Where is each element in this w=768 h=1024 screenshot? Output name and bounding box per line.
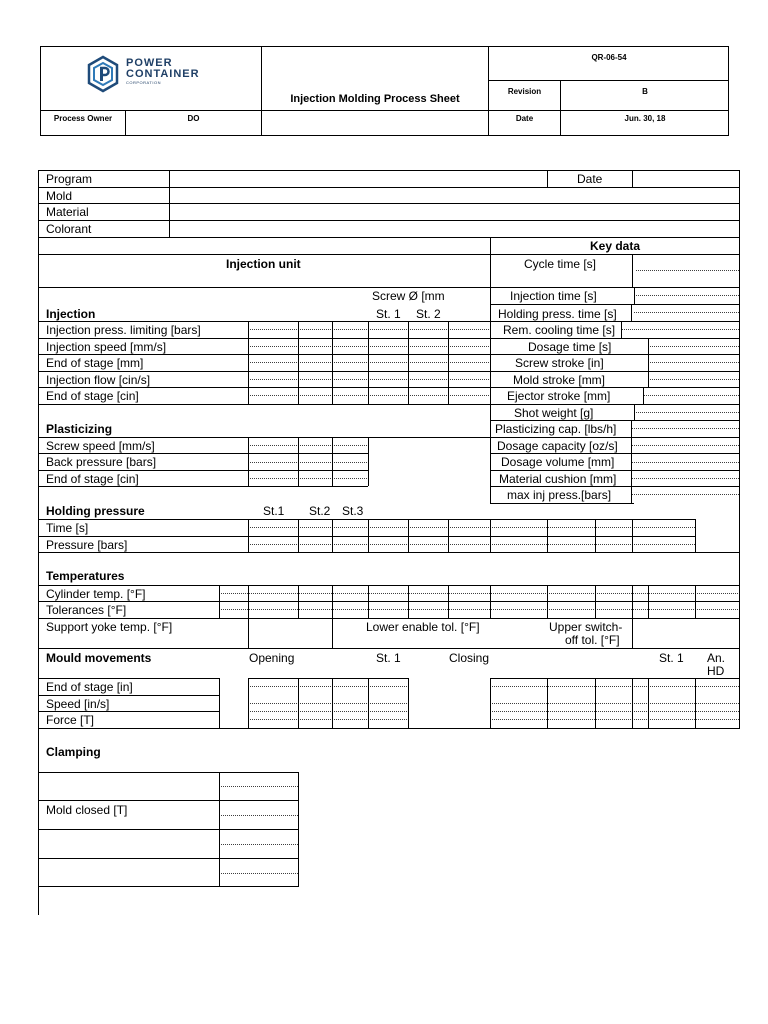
injection-row-label: Injection flow [cin/s] — [46, 373, 151, 387]
key-data-item: max inj press.[bars] — [507, 488, 612, 502]
closing-st1-header: St. 1 — [659, 651, 684, 665]
plasticizing-title: Plasticizing — [46, 422, 113, 436]
mold-field[interactable] — [170, 188, 739, 203]
plasticizing-row-label: Screw speed [mm/s] — [46, 439, 155, 453]
key-data-item: Material cushion [mm] — [499, 472, 617, 486]
lower-enable-label: Lower enable tol. [°F] — [366, 620, 480, 634]
stage2-header: St. 2 — [416, 307, 441, 321]
an-hd-header-line2: HD — [707, 664, 725, 678]
revision-label: Revision — [507, 86, 542, 96]
date-value: Jun. 30, 18 — [624, 113, 666, 123]
hexagon-logo-icon — [86, 55, 120, 93]
mold-closed-field[interactable] — [220, 801, 298, 829]
process-owner-label: Process Owner — [53, 113, 113, 123]
injection-row-label: End of stage [mm] — [46, 356, 144, 370]
form-number: QR-06-54 — [591, 52, 627, 62]
key-data-item: Holding press. time [s] — [498, 307, 617, 321]
material-field[interactable] — [170, 204, 739, 220]
upper-switch-label-line2: off tol. [°F] — [565, 633, 620, 647]
screw-diameter-label: Screw Ø [mm — [372, 289, 445, 303]
opening-label: Opening — [249, 651, 295, 665]
clamping-title: Clamping — [46, 745, 101, 759]
company-name-line2: CONTAINER — [126, 68, 200, 80]
date-field-label: Date — [577, 172, 603, 186]
stage1-header: St. 1 — [376, 307, 401, 321]
mold-closed-label: Mold closed [T] — [46, 803, 128, 817]
mould-row-label: Speed [in/s] — [46, 697, 110, 711]
injection-row-label: Injection speed [mm/s] — [46, 340, 167, 354]
program-field[interactable] — [170, 171, 546, 187]
key-data-item: Screw stroke [in] — [515, 356, 604, 370]
injection-unit-title: Injection unit — [226, 257, 301, 271]
injection-row-label: Injection press. limiting [bars] — [46, 323, 201, 337]
mould-row-label: Force [T] — [46, 713, 95, 727]
key-data-item: Cycle time [s] — [524, 257, 597, 271]
material-label: Material — [46, 205, 89, 219]
injection-title: Injection — [46, 307, 96, 321]
upper-switch-label-line1: Upper switch- — [549, 620, 623, 634]
mould-movements-title: Mould movements — [46, 651, 152, 665]
temperature-row-label: Cylinder temp. [°F] — [46, 587, 146, 601]
mould-row-label: End of stage [in] — [46, 680, 133, 694]
colorant-label: Colorant — [46, 222, 92, 236]
revision-value: B — [642, 86, 648, 96]
holding-st2-header: St.2 — [309, 504, 331, 518]
holding-row-label: Pressure [bars] — [46, 538, 128, 552]
temperatures-title: Temperatures — [46, 569, 125, 583]
closing-label: Closing — [449, 651, 490, 665]
mold-label: Mold — [46, 189, 73, 203]
key-data-item: Mold stroke [mm] — [513, 373, 606, 387]
opening-st1-header: St. 1 — [376, 651, 401, 665]
holding-st3-header: St.3 — [342, 504, 364, 518]
key-data-title: Key data — [590, 239, 641, 253]
temperature-row-label: Tolerances [°F] — [46, 603, 127, 617]
support-yoke-label: Support yoke temp. [°F] — [46, 620, 173, 634]
date-label: Date — [515, 113, 534, 123]
document-title: Injection Molding Process Sheet — [290, 93, 460, 105]
program-label: Program — [46, 172, 93, 186]
key-data-item: Dosage volume [mm] — [501, 455, 615, 469]
injection-row-label: End of stage [cin] — [46, 389, 139, 403]
company-name-line3: CORPORATION — [126, 80, 161, 85]
plasticizing-row-label: End of stage [cin] — [46, 472, 139, 486]
key-data-item: Plasticizing cap. [lbs/h] — [495, 422, 617, 436]
process-owner-value: DO — [187, 113, 200, 123]
key-data-item: Dosage time [s] — [528, 340, 612, 354]
key-data-item: Dosage capacity [oz/s] — [497, 439, 618, 453]
plasticizing-row-label: Back pressure [bars] — [46, 455, 157, 469]
company-name-line1: POWER — [126, 57, 173, 69]
key-data-item: Ejector stroke [mm] — [507, 389, 611, 403]
holding-row-label: Time [s] — [46, 521, 89, 535]
key-data-item: Injection time [s] — [510, 289, 597, 303]
company-logo — [86, 55, 236, 95]
colorant-field[interactable] — [170, 221, 739, 237]
holding-pressure-title: Holding pressure — [46, 504, 145, 518]
holding-st1-header: St.1 — [263, 504, 285, 518]
key-data-item: Shot weight [g] — [514, 406, 594, 420]
date-field[interactable] — [633, 171, 739, 187]
an-hd-header-line1: An. — [707, 651, 726, 665]
key-data-item: Rem. cooling time [s] — [503, 323, 616, 337]
